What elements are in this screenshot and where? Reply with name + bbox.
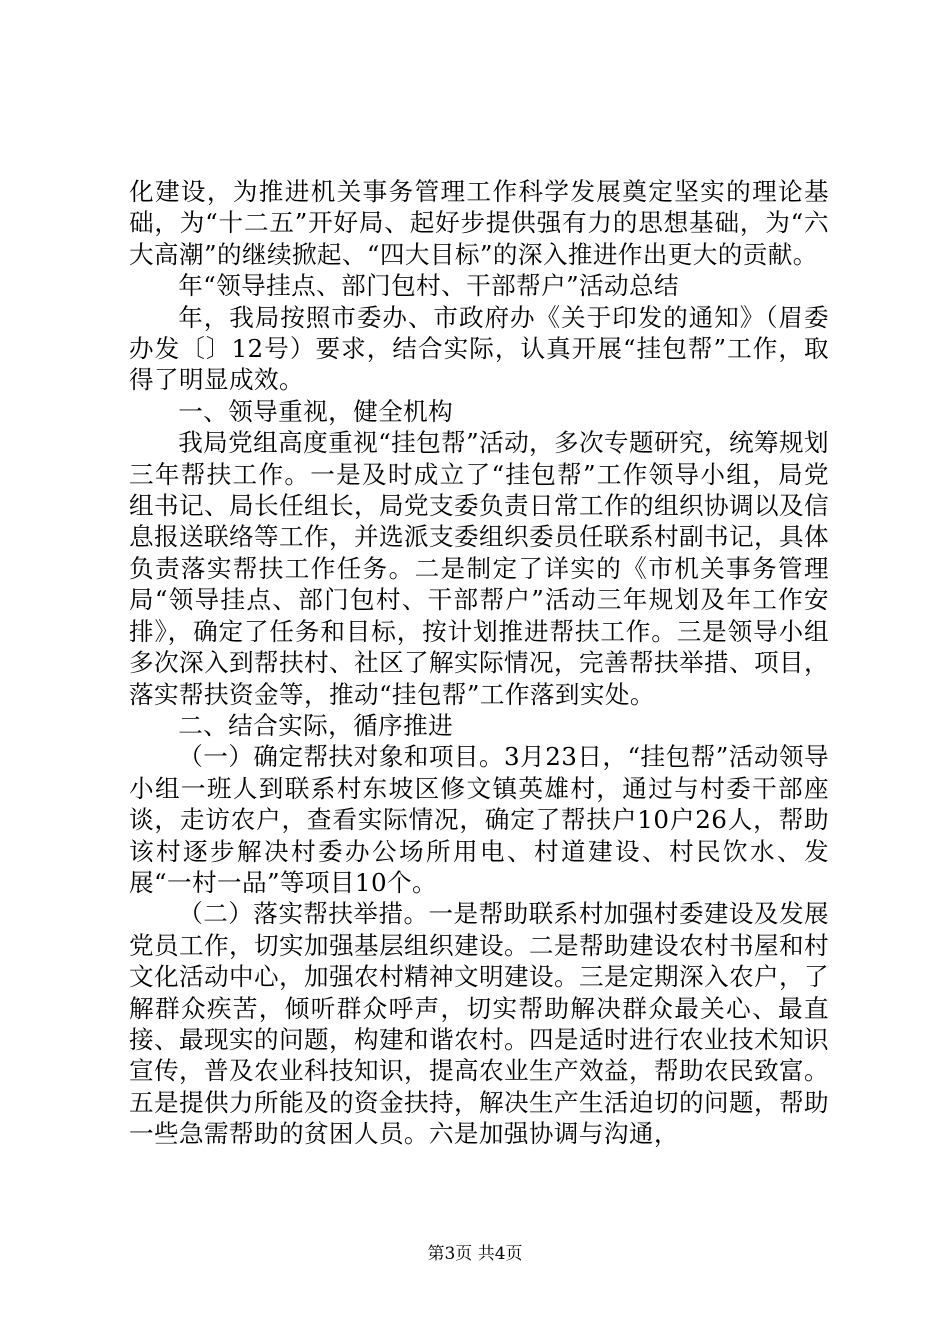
paragraph-measures: （二）落实帮扶举措。一是帮助联系村加强村委建设及发展党员工作，切实加强基层组织建设。二是帮助建设农村书屋和村文化活动中心，加强农村精神文明建设。三是定期深入农户，了解群众疾苦，倾听群众呼声，切实帮助解决群众最关心、最直接、最现实的问题，构建和谐农村。四是适时进行农业技术知识宣传，普及农业科技知识，提高农业生产效益，帮助农民致富。五是提供力所能及的资金扶持，解决生产生活迫切的问题，帮助一些急需帮助的贫困人员。六是加强协调与沟通， — [129, 899, 829, 1149]
paragraph-continuation: 化建设，为推进机关事务管理工作科学发展奠定坚实的理论基础，为“十二五”开好局、起好步提供强有力的思想基础，为“六大高潮”的继续掀起、“四大目标”的深入推进作出更大的贡献。 — [129, 177, 829, 269]
section-heading-2: 二、结合实际，循序推进 — [178, 710, 454, 740]
section-heading-1: 一、领导重视，健全机构 — [178, 396, 454, 426]
section-title: 年“领导挂点、部门包村、干部帮户”活动总结 — [178, 271, 680, 301]
page-footer: 第3页 共4页 — [427, 1244, 523, 1264]
paragraph-leadership: 我局党组高度重视“挂包帮”活动，多次专题研究，统筹规划三年帮扶工作。一是及时成立了“挂包帮”工作领导小组，局党组书记、局长任组长，局党支委负责日常工作的组织协调以及信息报送联络等工作，并选派支委组织委员任联系村副书记，具体负责落实帮扶工作任务。二是制定了详实的《市机关事务管理局“领导挂点、部门包村、干部帮户”活动三年规划及年工作安排》，确定了任务和目标，按计划推进帮扶工作。三是领导小组多次深入到帮扶村、社区了解实际情况，完善帮扶举措、项目，落实帮扶资金等，推动“挂包帮”工作落到实处。 — [129, 428, 829, 709]
document-body — [129, 176, 829, 1150]
paragraph-intro: 年，我局按照市委办、市政府办《关于印发的通知》（眉委办发〔〕12号）要求，结合实际，认真开展“挂包帮”工作，取得了明显成效。 — [129, 302, 829, 395]
paragraph-targets: （一）确定帮扶对象和项目。3月23日，“挂包帮”活动领导小组一班人到联系村东坡区修文镇英雄村，通过与村委干部座谈，走访农户，查看实际情况，确定了帮扶户10户26人，帮助该村逐步解决村委办公场所用电、村道建设、村民饮水、发展“一村一品”等项目10个。 — [129, 742, 829, 897]
